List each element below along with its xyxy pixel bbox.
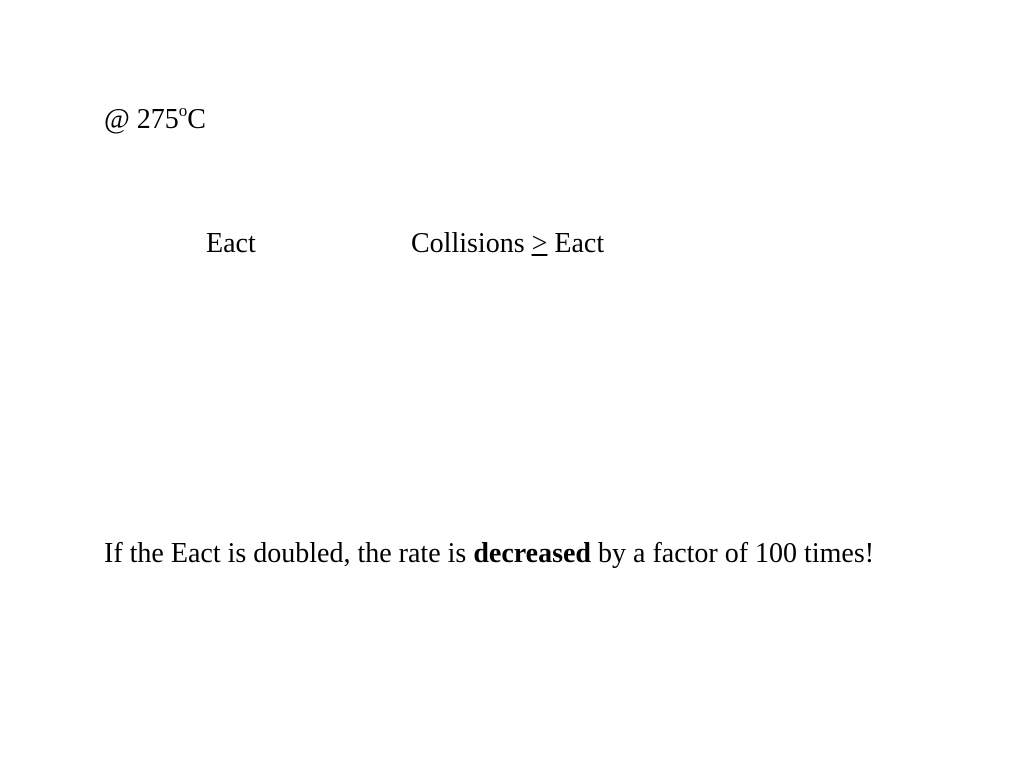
conclusion-statement (104, 533, 974, 574)
temperature-prefix: @ 275 (104, 104, 179, 135)
temperature-label (104, 100, 206, 137)
header-eact: Eact (206, 228, 256, 259)
header-collisions-suffix: Eact (547, 228, 605, 259)
statement-emphasis: decreased (473, 538, 592, 569)
temperature-unit: C (187, 104, 206, 135)
header-collisions-prefix: Collisions (411, 228, 532, 259)
statement-before: If the Eact is doubled, the rate is (104, 538, 474, 569)
statement-after: by a factor of 100 times! (591, 538, 875, 569)
degree-superscript: o (178, 100, 188, 120)
header-collisions (411, 227, 604, 261)
greater-equal-symbol: > (531, 228, 548, 259)
